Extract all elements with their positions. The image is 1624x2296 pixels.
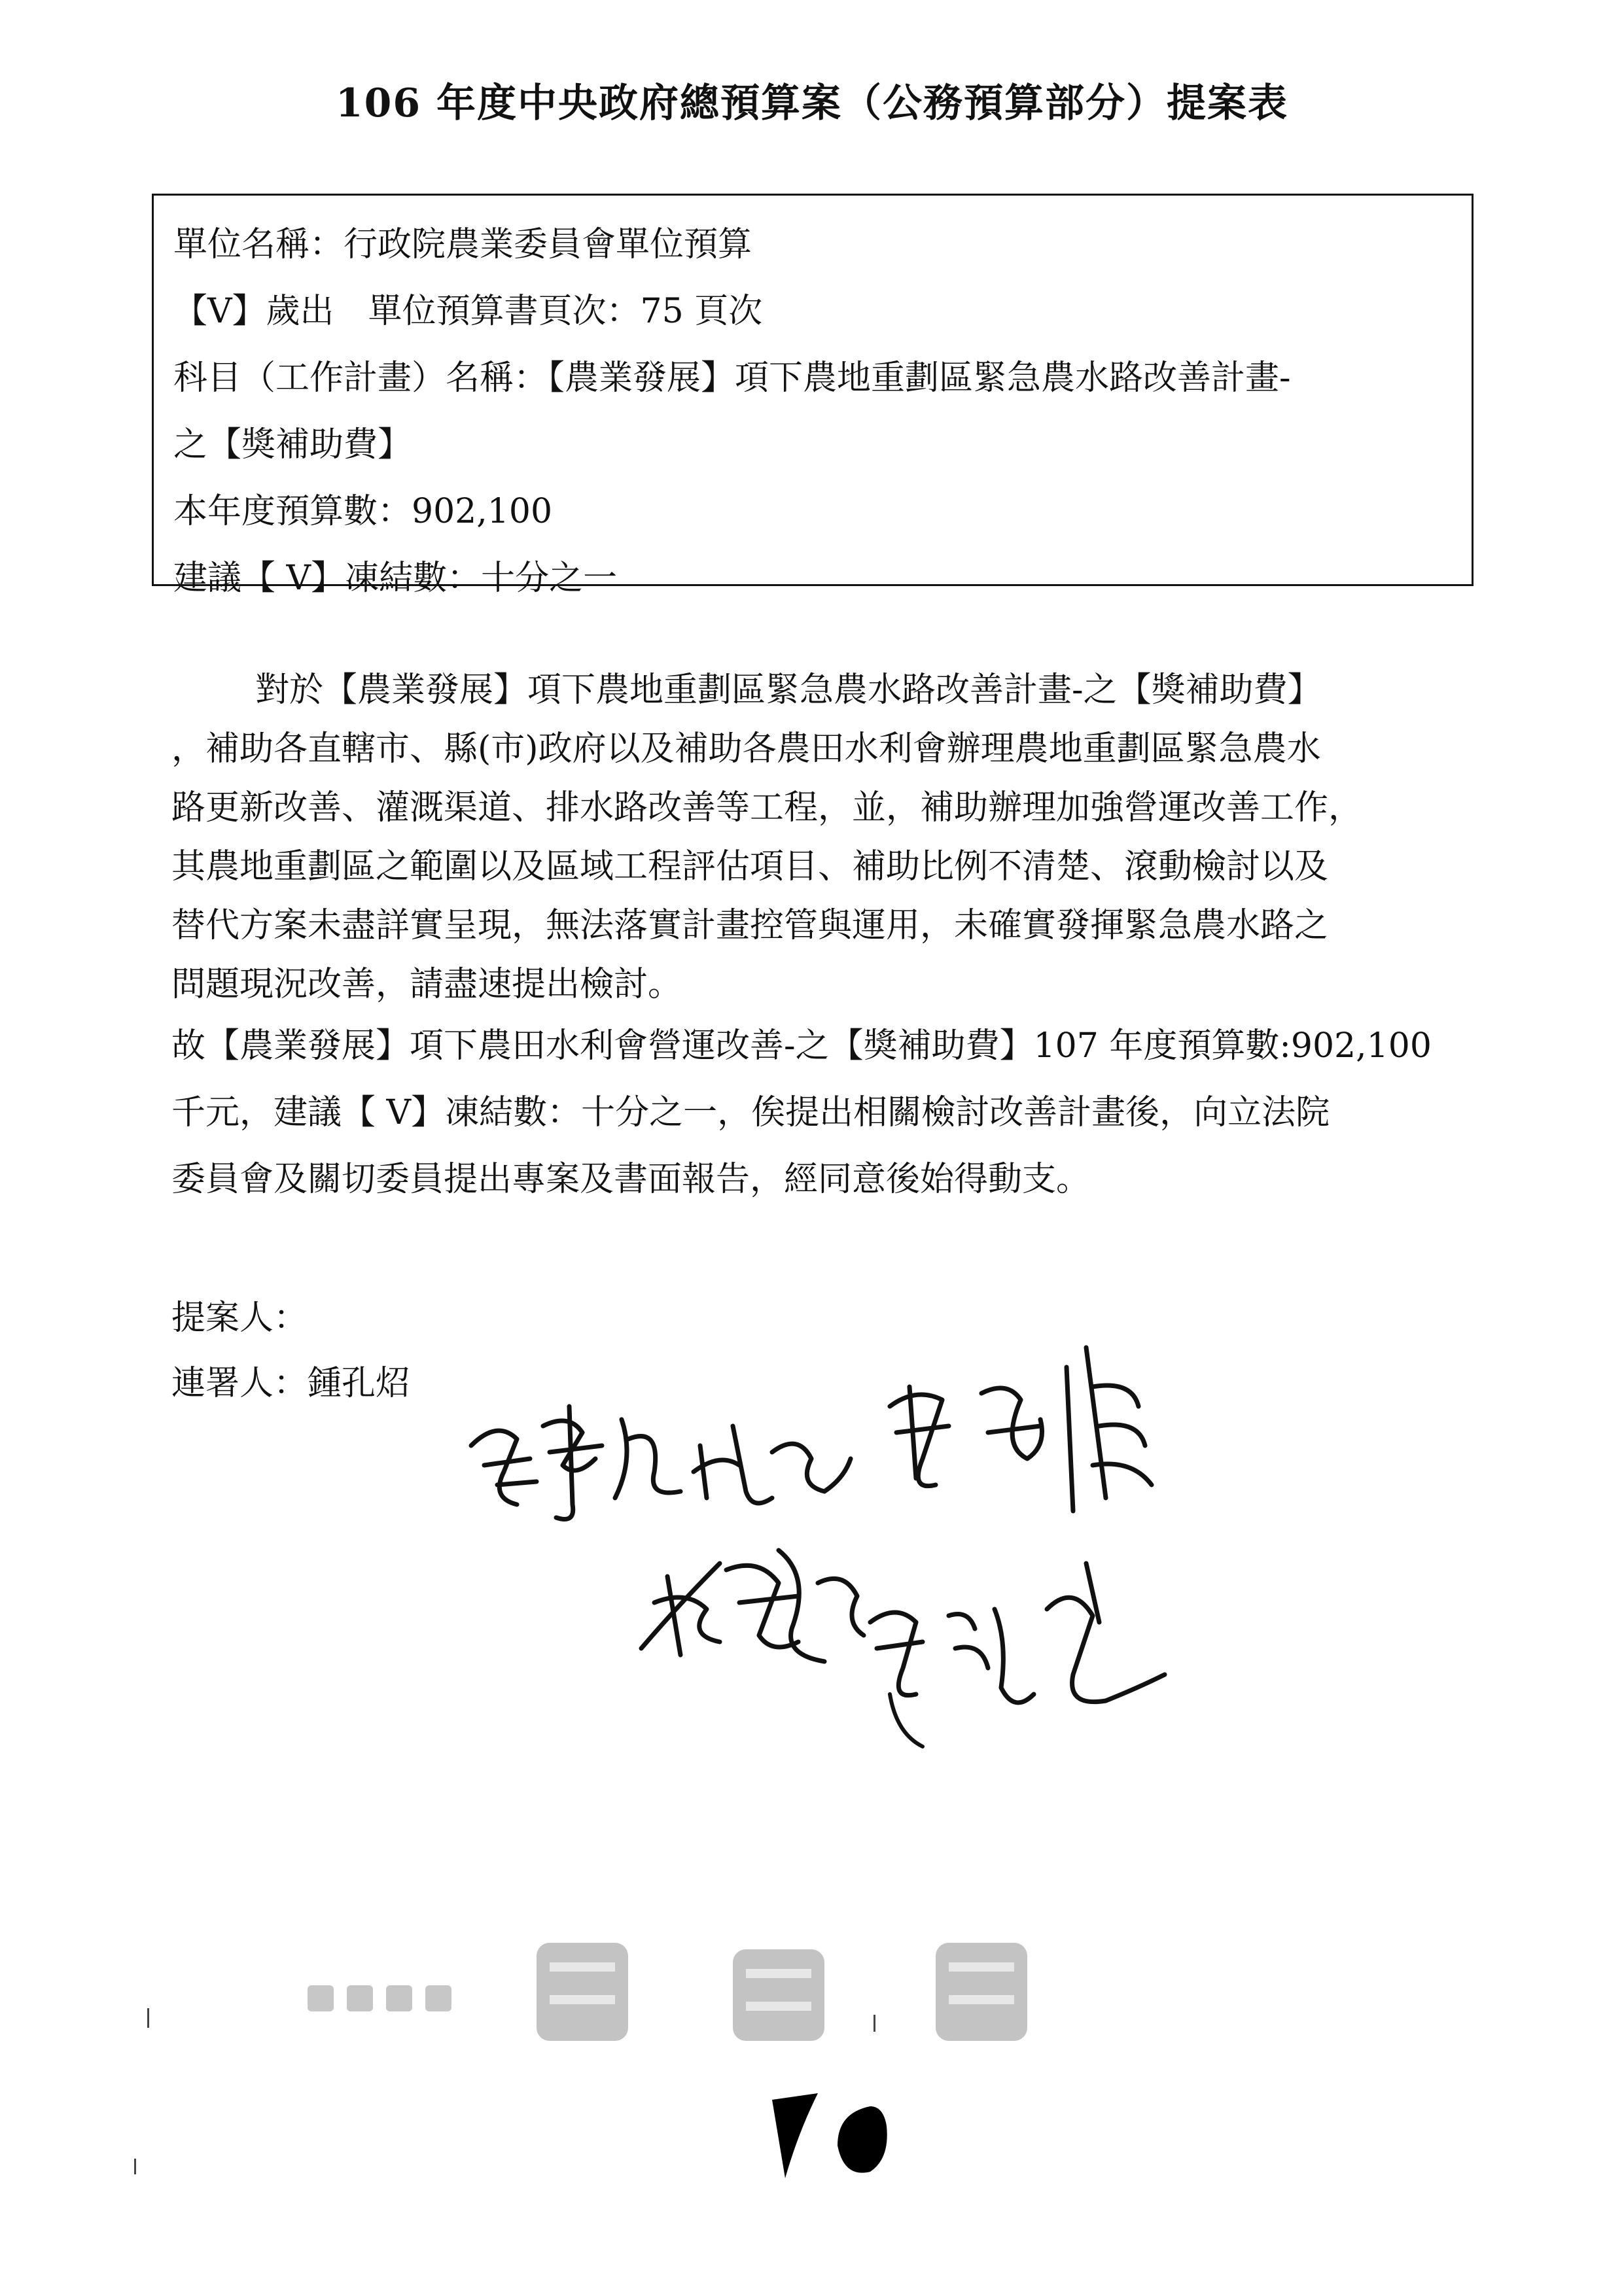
paragraph-2-line: 委員會及關切委員提出專案及書面報告，經同意後始得動支。 — [171, 1160, 1091, 1199]
unit-line: 單位名稱：行政院農業委員會單位預算 — [173, 225, 752, 264]
paragraph-1-line: 替代方案未盡詳實呈現，無法落實計畫控管與運用，未確實發揮緊急農水路之 — [171, 906, 1329, 945]
signature-2 — [870, 1328, 1184, 1524]
legislator-stamp — [288, 1923, 1073, 2054]
budget-line: 本年度預算數：902,100 — [173, 492, 553, 531]
subject-line-1: 科目（工作計畫）名稱：【農業發展】項下農地重劃區緊急農水路改善計畫- — [173, 358, 1291, 398]
paragraph-1-line: ，補助各直轄市、縣(市)政府以及補助各農田水利會辦理農地重劃區緊急農水 — [171, 729, 1321, 769]
proposer-block — [171, 1285, 410, 1416]
proposer-label: 提案人： — [171, 1298, 308, 1338]
scan-mark — [134, 2159, 136, 2174]
document-title: 106 年度中央政府總預算案（公務預算部分）提案表 — [335, 80, 1289, 126]
handwritten-page-number — [759, 2054, 1034, 2185]
paragraph-2 — [171, 1013, 1480, 1213]
signature-4 — [851, 1544, 1178, 1760]
scan-mark — [874, 2015, 875, 2032]
paragraph-1 — [171, 661, 1480, 1014]
info-box — [152, 194, 1474, 598]
paragraph-2-line: 千元，建議【 V】凍結數：十分之一，俟提出相關檢討改善計畫後，向立法院 — [171, 1093, 1330, 1132]
signature-3 — [628, 1524, 877, 1675]
paragraph-2-line: 故【農業發展】項下農田水利會營運改善-之【獎補助費】107 年度預算數:902,100 — [171, 1026, 1432, 1066]
expenditure-line: 【V】歲出 單位預算書頁次：75 頁次 — [173, 292, 763, 331]
paragraph-1-line: 路更新改善、灌溉渠道、排水路改善等工程，並，補助辦理加強營運改善工作， — [171, 788, 1363, 827]
paragraph-1-line: 對於【農業發展】項下農地重劃區緊急農水路改善計畫-之【獎補助費】 — [255, 670, 1322, 710]
paragraph-1-line: 其農地重劃區之範圍以及區域工程評估項目、補助比例不清楚、滾動檢討以及 — [171, 847, 1329, 886]
paragraph-1-line: 問題現況改善，請盡速提出檢討。 — [171, 965, 682, 1004]
subject-line-2: 之【獎補助費】 — [173, 425, 412, 464]
signature-1 — [458, 1367, 864, 1537]
scan-mark — [147, 2008, 149, 2028]
proposal-line: 建議【 V】凍結數：十分之一 — [173, 559, 618, 598]
cosigner-label: 連署人：鍾孔炤 — [171, 1364, 410, 1403]
